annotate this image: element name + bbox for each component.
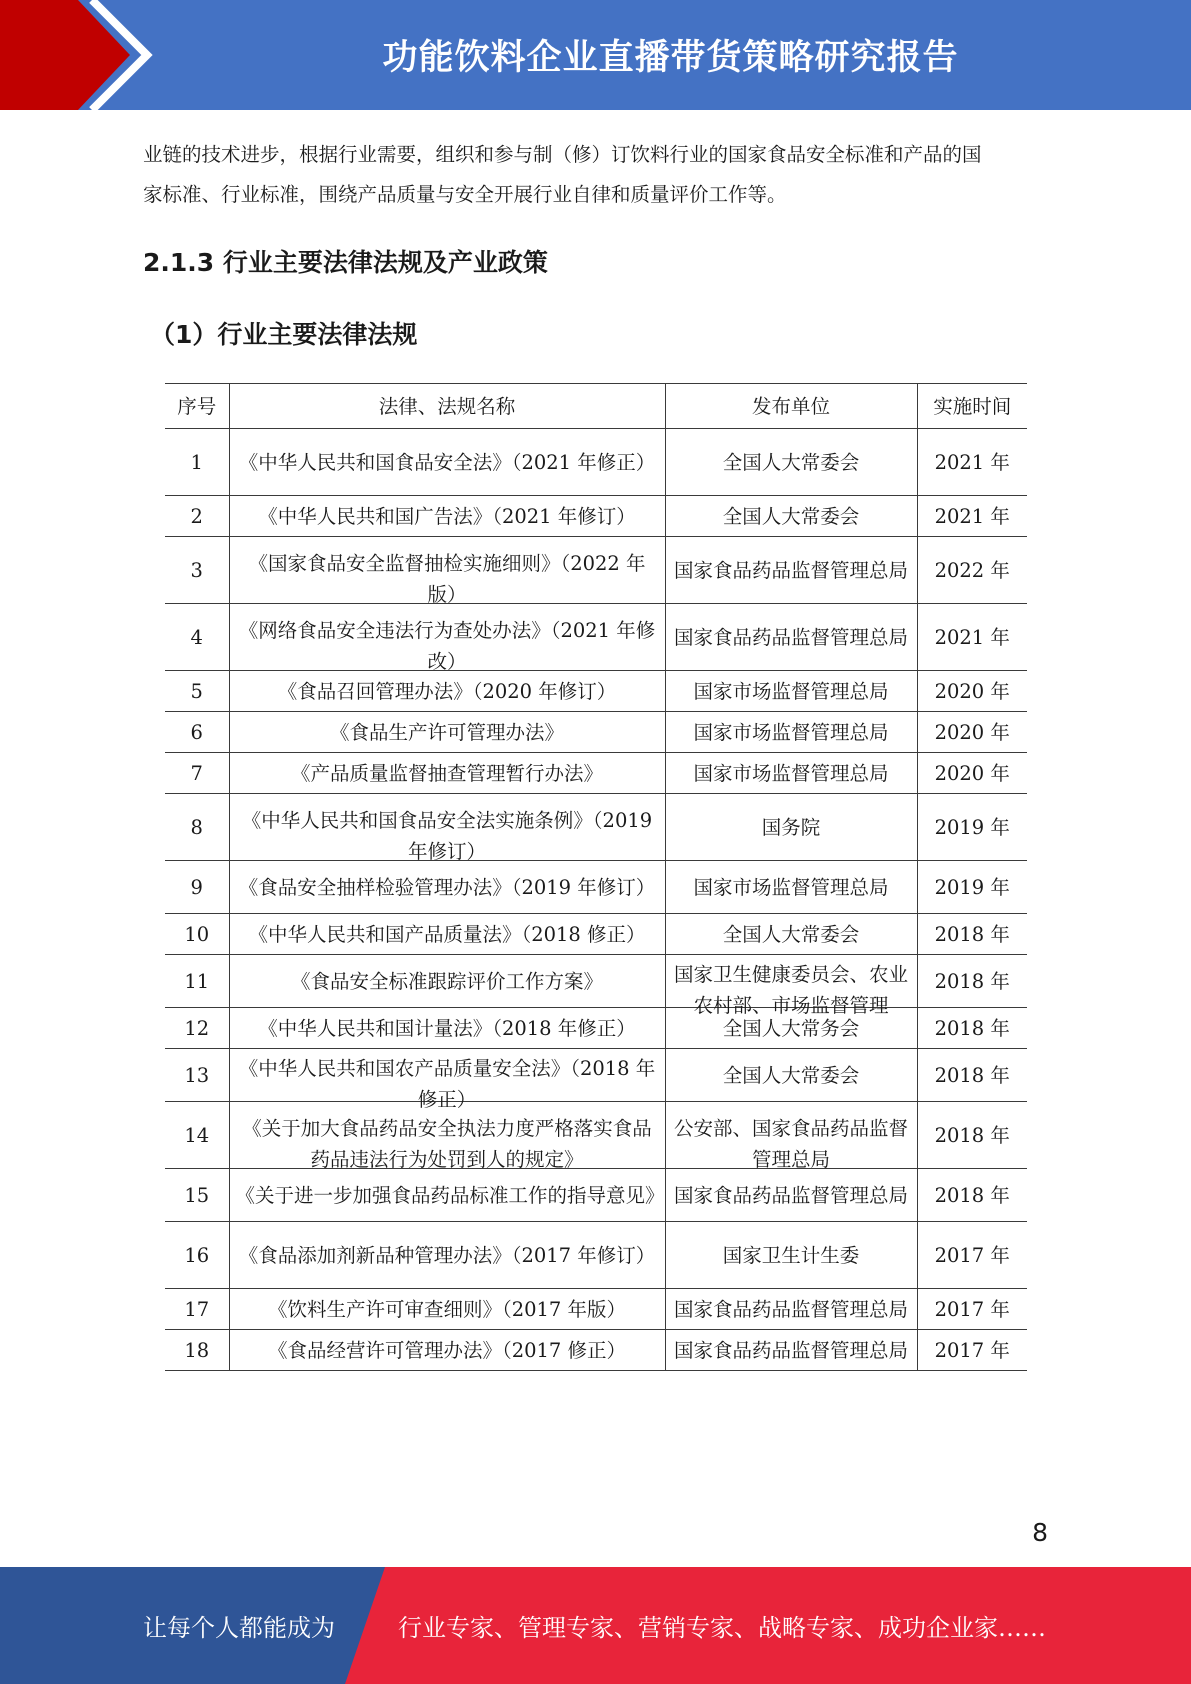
cell-issuer-text: 国家食品药品监督管理总局: [673, 625, 908, 649]
cell-name-text: 《中华人民共和国农产品质量安全法》（2018 年修正）: [238, 1057, 656, 1111]
cell-name-text: 《关于加大食品药品安全执法力度严格落实食品药品违法行为处罚到人的规定》: [242, 1117, 652, 1171]
cell-date: 2017 年: [917, 1222, 1027, 1289]
header-arrow-decoration: [0, 0, 160, 110]
cell-date: 2021 年: [917, 429, 1027, 496]
table-row: [165, 861, 1027, 914]
cell-issuer: [665, 955, 917, 1017]
cell-issuer: [665, 861, 917, 914]
cell-issuer: [665, 1102, 917, 1169]
cell-date: 2020 年: [917, 712, 1027, 753]
table-row: [165, 1049, 1027, 1102]
cell-issuer-text: 全国人大常委会: [722, 1063, 860, 1087]
cell-name: [229, 1049, 665, 1111]
cell-name: [229, 861, 665, 914]
table-row: [165, 794, 1027, 861]
cell-name-text: 《产品质量监督抽查管理暂行办法》: [290, 761, 603, 785]
cell-date: 2021 年: [917, 496, 1027, 537]
header-cell-date: 实施时间: [917, 384, 1027, 429]
cell-date: 2022 年: [917, 537, 1027, 604]
cell-name: [229, 914, 665, 955]
cell-name-text: 《关于进一步加强食品药品标准工作的指导意见》: [235, 1183, 665, 1207]
cell-issuer-text: 国务院: [761, 815, 821, 839]
cell-name-text: 《食品添加剂新品种管理办法》（2017 年修订）: [238, 1243, 656, 1267]
cell-issuer-text: 国家市场监督管理总局: [693, 875, 889, 899]
report-title: 功能饮料企业直播带货策略研究报告: [382, 38, 959, 78]
cell-date: 2020 年: [917, 753, 1027, 794]
cell-date: 2021 年: [917, 604, 1027, 671]
cell-issuer-text: 国家食品药品监督管理总局: [673, 1338, 908, 1362]
cell-name-text: 《中华人民共和国计量法》（2018 年修正）: [258, 1016, 636, 1040]
cell-no: 16: [165, 1222, 229, 1289]
cell-issuer-text: 国家食品药品监督管理总局: [673, 1297, 908, 1321]
laws-table-container: [165, 383, 1027, 1388]
footer-slogan-left: 让每个人都能成为: [143, 1614, 335, 1642]
cell-name: [229, 1169, 665, 1222]
cell-name: [229, 537, 665, 604]
cell-name: [229, 794, 665, 861]
cell-issuer-text: 公安部、国家食品药品监督管理总局: [673, 1117, 908, 1171]
cell-issuer: [665, 794, 917, 861]
cell-name-text: 《食品安全标准跟踪评价工作方案》: [290, 969, 603, 993]
cell-name: [229, 753, 665, 794]
cell-name: [229, 671, 665, 712]
table-row: [165, 604, 1027, 671]
cell-date: 2017 年: [917, 1330, 1027, 1371]
cell-name-text: 《中华人民共和国食品安全法》（2021 年修正）: [238, 450, 656, 474]
laws-table: [165, 383, 1027, 1371]
subsection-heading: （1）行业主要法律法规: [150, 320, 418, 349]
cell-no: 18: [165, 1330, 229, 1371]
cell-no: 15: [165, 1169, 229, 1222]
cell-issuer: [665, 604, 917, 671]
cell-issuer: [665, 429, 917, 496]
cell-issuer: [665, 753, 917, 794]
cell-name: [229, 496, 665, 537]
cell-issuer: [665, 712, 917, 753]
cell-name: [229, 1289, 665, 1330]
cell-name-text: 《中华人民共和国食品安全法实施条例》（2019 年修订）: [241, 809, 653, 863]
cell-no: 3: [165, 537, 229, 604]
table-row: [165, 429, 1027, 496]
table-row: [165, 671, 1027, 712]
cell-issuer-text: 全国人大常务会: [722, 1016, 860, 1040]
section-heading: 2.1.3 行业主要法律法规及产业政策: [143, 248, 548, 277]
cell-no: 11: [165, 955, 229, 1008]
cell-name: [229, 1008, 665, 1049]
cell-issuer-text: 全国人大常委会: [722, 922, 860, 946]
cell-date: 2020 年: [917, 671, 1027, 712]
cell-date: 2018 年: [917, 1049, 1027, 1102]
cell-no: 17: [165, 1289, 229, 1330]
table-row: [165, 1169, 1027, 1222]
header-cell-issuer: 发布单位: [665, 384, 917, 429]
page-header: [0, 0, 1191, 110]
header-cell-name: 法律、法规名称: [229, 384, 665, 429]
cell-issuer-text: 国家市场监督管理总局: [693, 761, 889, 785]
cell-date: 2018 年: [917, 1008, 1027, 1049]
cell-no: 14: [165, 1102, 229, 1169]
cell-date: 2018 年: [917, 914, 1027, 955]
cell-issuer: [665, 1330, 917, 1371]
cell-issuer: [665, 1289, 917, 1330]
cell-issuer: [665, 496, 917, 537]
cell-no: 6: [165, 712, 229, 753]
table-row: [165, 955, 1027, 1008]
table-row: [165, 1222, 1027, 1289]
cell-issuer-text: 国家市场监督管理总局: [693, 720, 889, 744]
cell-name-text: 《网络食品安全违法行为查处办法》（2021 年修改）: [238, 619, 656, 673]
cell-date: 2018 年: [917, 955, 1027, 1008]
table-row: [165, 1008, 1027, 1049]
cell-name: [229, 604, 665, 671]
cell-issuer: [665, 1222, 917, 1289]
table-row: [165, 753, 1027, 794]
cell-date: 2017 年: [917, 1289, 1027, 1330]
cell-issuer: [665, 914, 917, 955]
cell-issuer-text: 国家食品药品监督管理总局: [673, 1183, 908, 1207]
cell-no: 4: [165, 604, 229, 671]
cell-name-text: 《中华人民共和国广告法》（2021 年修订）: [258, 504, 636, 528]
cell-issuer: [665, 1169, 917, 1222]
cell-issuer-text: 全国人大常委会: [722, 504, 860, 528]
footer-slogan-right: 行业专家、管理专家、营销专家、战略专家、成功企业家……: [398, 1614, 1046, 1642]
cell-issuer-text: 全国人大常委会: [722, 450, 860, 474]
cell-issuer: [665, 537, 917, 604]
cell-no: 9: [165, 861, 229, 914]
cell-issuer-text: 国家卫生健康委员会、农业农村部、市场监督管理: [673, 963, 908, 1017]
cell-date: 2018 年: [917, 1102, 1027, 1169]
table-row: [165, 537, 1027, 604]
cell-name-text: 《食品生产许可管理办法》: [329, 720, 564, 744]
table-row: [165, 1102, 1027, 1169]
cell-issuer: [665, 1049, 917, 1102]
table-row: [165, 914, 1027, 955]
cell-issuer-text: 国家卫生计生委: [722, 1243, 860, 1267]
table-row: [165, 1289, 1027, 1330]
cell-name-text: 《中华人民共和国产品质量法》（2018 修正）: [248, 922, 646, 946]
cell-name: [229, 955, 665, 1008]
cell-name: [229, 429, 665, 496]
cell-name-text: 《食品安全抽样检验管理办法》（2019 年修订）: [238, 875, 656, 899]
cell-no: 10: [165, 914, 229, 955]
cell-no: 1: [165, 429, 229, 496]
cell-name-text: 《食品经营许可管理办法》（2017 修正）: [267, 1338, 627, 1362]
cell-date: 2018 年: [917, 1169, 1027, 1222]
cell-no: 8: [165, 794, 229, 861]
table-row: [165, 496, 1027, 537]
cell-name: [229, 712, 665, 753]
cell-no: 12: [165, 1008, 229, 1049]
cell-name-text: 《食品召回管理办法》（2020 年修订）: [277, 679, 617, 703]
cell-no: 2: [165, 496, 229, 537]
table-row: [165, 712, 1027, 753]
cell-issuer-text: 国家市场监督管理总局: [693, 679, 889, 703]
cell-issuer-text: 国家食品药品监督管理总局: [673, 558, 908, 582]
cell-name-text: 《饮料生产许可审查细则》（2017 年版）: [267, 1297, 627, 1321]
table-header-row: [165, 384, 1027, 429]
intro-line-1: 业链的技术进步，根据行业需要，组织和参与制（修）订饮料行业的国家食品安全标准和产品的国: [143, 143, 982, 166]
cell-date: 2019 年: [917, 861, 1027, 914]
cell-date: 2019 年: [917, 794, 1027, 861]
table-row: [165, 1330, 1027, 1371]
header-cell-no: 序号: [165, 384, 229, 429]
intro-paragraph: [143, 135, 1048, 215]
cell-name: [229, 1330, 665, 1371]
page-number: 8: [1032, 1518, 1048, 1547]
cell-name: [229, 1222, 665, 1289]
cell-name-text: 《国家食品安全监督抽检实施细则》（2022 年版）: [248, 552, 646, 606]
cell-no: 7: [165, 753, 229, 794]
cell-no: 5: [165, 671, 229, 712]
page-footer: [0, 1567, 1191, 1684]
cell-no: 13: [165, 1049, 229, 1102]
intro-line-2: 家标准、行业标准，围绕产品质量与安全开展行业自律和质量评价工作等。: [143, 183, 787, 206]
cell-issuer: [665, 671, 917, 712]
